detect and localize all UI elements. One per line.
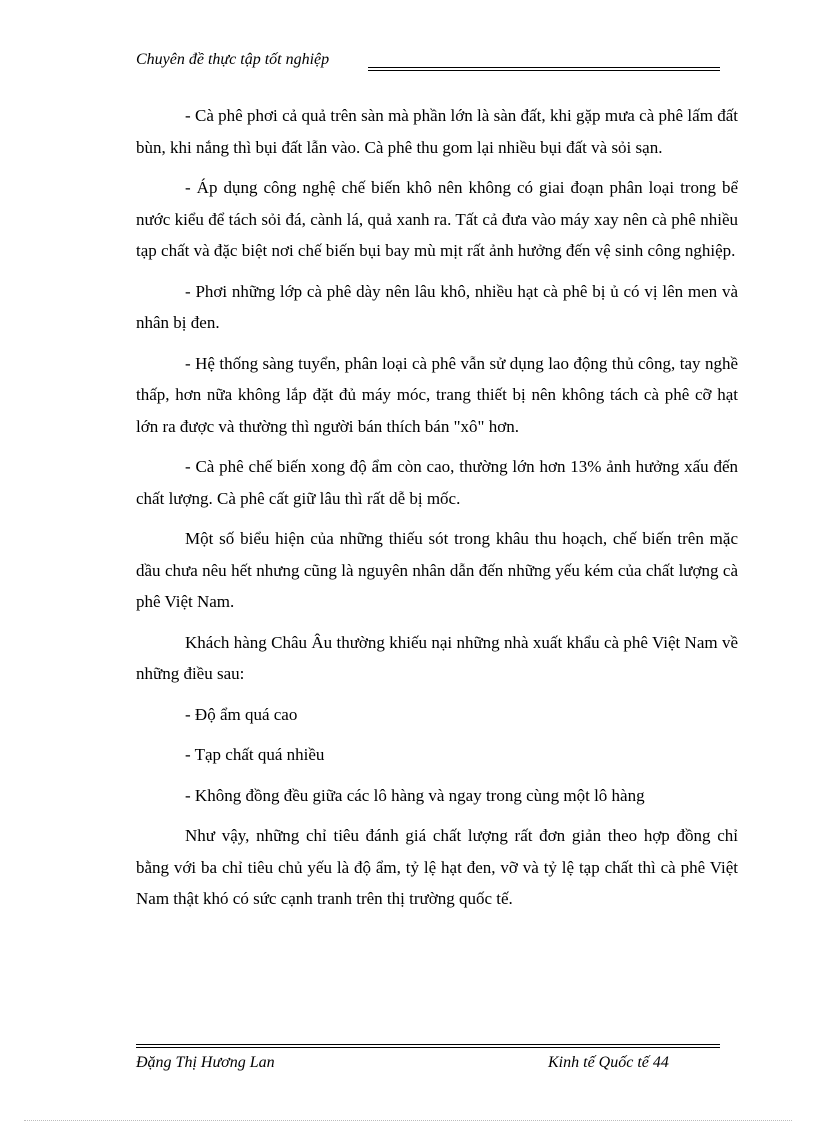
list-item-moisture: - Độ ẩm quá cao — [185, 704, 298, 724]
paragraph-dry-processing: - Áp dụng công nghệ chế biến khô nên không có giai đoạn phân loại trong bể nước kiểu để tách sỏi đá, cành lá, quả xanh ra. Tất cả đưa vào máy xay nên cà phê nhiều tạp chất và đặc biệt nơi chế biến bụi bay mù mịt rất ảnh hưởng đến vệ sinh công nghiệp. — [136, 178, 738, 260]
list-item-uniformity: - Không đồng đều giữa các lô hàng và ngay trong cùng một lô hàng — [185, 785, 645, 805]
paragraph-sorting-system: - Hệ thống sàng tuyển, phân loại cà phê vẫn sử dụng lao động thủ công, tay nghề thấp, hơn nữa không lắp đặt đủ máy móc, trang thiết bị nên không tách cà phê cỡ hạt lớn ra được và thường thì người bán thích bán "xô" hơn. — [136, 353, 738, 436]
paragraph-thick-layers: - Phơi những lớp cà phê dày nên lâu khô, nhiều hạt cà phê bị ủ có vị lên men và nhân bị đen. — [136, 281, 738, 332]
header-rule — [368, 67, 720, 71]
paragraph-sun-drying: - Cà phê phơi cả quả trên sàn mà phần lớn là sàn đất, khi gặp mưa cà phê lấm đất bùn, khi nắng thì bụi đất lẫn vào. Cà phê thu gom lại nhiều bụi đất và sỏi sạn. — [136, 106, 738, 157]
header-title: Chuyên đề thực tập tốt nghiệp — [136, 51, 330, 68]
paragraph-eu-complaints: Khách hàng Châu Âu thường khiếu nại những nhà xuất khẩu cà phê Việt Nam về những điều sau: — [136, 632, 738, 683]
paragraph-moisture: - Cà phê chế biến xong độ ẩm còn cao, thường lớn hơn 13% ảnh hưởng xấu đến chất lượng. Cà phê cất giữ lâu thì rất dễ bị mốc. — [136, 457, 738, 508]
list-item-impurities: - Tạp chất quá nhiều — [185, 745, 325, 764]
paragraph-shortcomings: Một số biểu hiện của những thiếu sót trong khâu thu hoạch, chế biến trên mặc dầu chưa nêu hết nhưng cũng là nguyên nhân dẫn đến những yếu kém của chất lượng cà phê Việt Nam. — [136, 529, 738, 611]
page-bottom-border — [24, 1120, 792, 1121]
page-header — [136, 50, 720, 70]
footer-row — [136, 1054, 720, 1076]
footer-course: Kinh tế Quốc tế 44 — [548, 1054, 669, 1071]
page-footer — [136, 1044, 720, 1076]
footer-author: Đặng Thị Hương Lan — [136, 1054, 275, 1071]
footer-rule — [136, 1044, 720, 1048]
paragraph-conclusion: Như vậy, những chỉ tiêu đánh giá chất lượng rất đơn giản theo hợp đồng chỉ bằng với ba chỉ tiêu chủ yếu là độ ẩm, tỷ lệ hạt đen, vỡ và tỷ lệ tạp chất thì cà phê Việt Nam thật khó có sức cạnh tranh trên thị trường quốc tế. — [136, 826, 738, 908]
document-body — [136, 100, 738, 924]
